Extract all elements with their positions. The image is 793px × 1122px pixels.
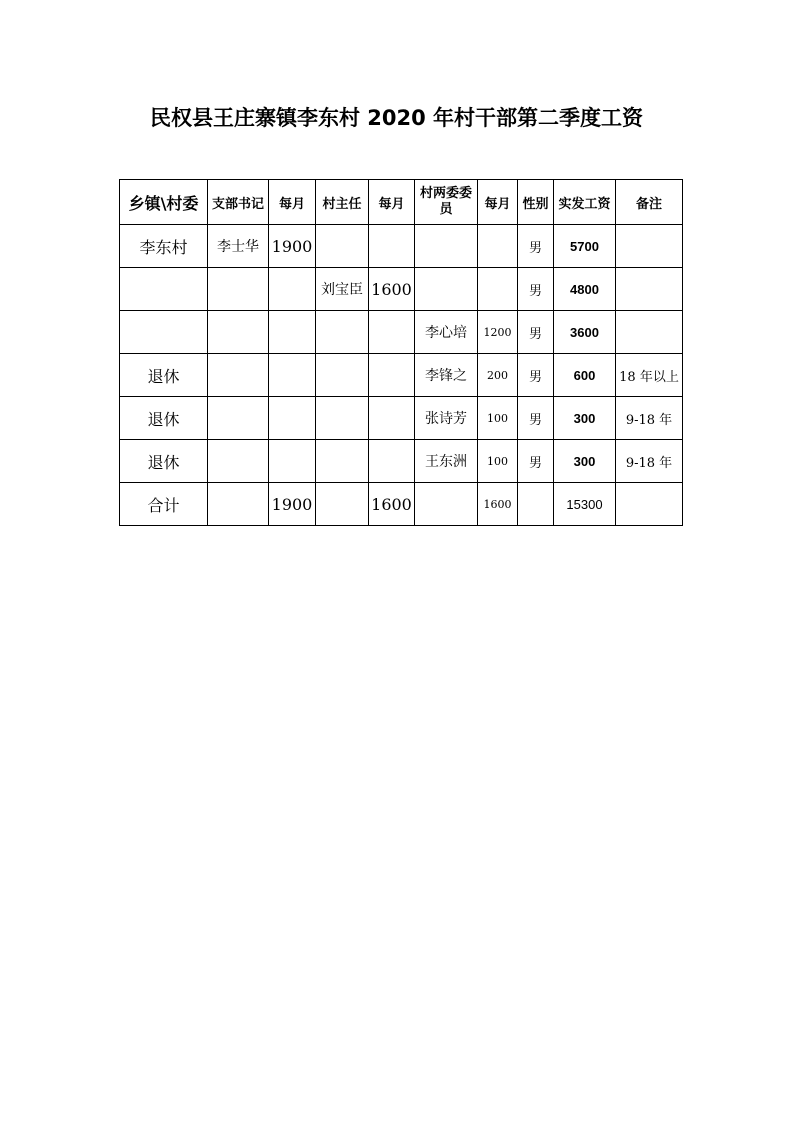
cell-town-village: 退休 [120, 397, 208, 440]
cell-gender: 男 [518, 354, 554, 397]
table-row [120, 354, 683, 397]
cell-remarks [616, 311, 683, 354]
header-party-secretary: 支部书记 [208, 180, 269, 225]
cell-village-director [316, 354, 369, 397]
cell-monthly: 1600 [369, 268, 415, 311]
cell-party-secretary [208, 397, 269, 440]
cell-net-salary: 300 [554, 397, 616, 440]
cell-monthly [369, 225, 415, 268]
total-director-monthly: 1600 [369, 483, 415, 526]
cell-town-village: 李东村 [120, 225, 208, 268]
cell-monthly: 100 [478, 440, 518, 483]
salary-table [119, 179, 683, 526]
cell-remarks: 18 年以上 [616, 354, 683, 397]
total-row [120, 483, 683, 526]
header-committee-member: 村两委委员 [415, 180, 478, 225]
cell-town-village: 退休 [120, 440, 208, 483]
table-row [120, 397, 683, 440]
total-secretary-monthly: 1900 [269, 483, 316, 526]
table-row [120, 225, 683, 268]
cell-party-secretary [208, 354, 269, 397]
document-title: 民权县王庄寨镇李东村 2020 年村干部第二季度工资 [149, 106, 644, 130]
cell-monthly [369, 397, 415, 440]
total-gender [518, 483, 554, 526]
cell-monthly: 100 [478, 397, 518, 440]
cell-committee-member: 李锋之 [415, 354, 478, 397]
header-town-village: 乡镇\村委 [120, 180, 208, 225]
total-net-salary: 15300 [554, 483, 616, 526]
table-row [120, 311, 683, 354]
cell-monthly [269, 354, 316, 397]
cell-monthly: 1900 [269, 225, 316, 268]
table-row [120, 268, 683, 311]
cell-village-director: 刘宝臣 [316, 268, 369, 311]
cell-monthly [269, 268, 316, 311]
cell-party-secretary [208, 440, 269, 483]
cell-net-salary: 600 [554, 354, 616, 397]
cell-monthly: 200 [478, 354, 518, 397]
total-committee-monthly: 1600 [478, 483, 518, 526]
cell-town-village: 退休 [120, 354, 208, 397]
cell-party-secretary [208, 268, 269, 311]
header-net-salary: 实发工资 [554, 180, 616, 225]
cell-village-director [316, 225, 369, 268]
cell-party-secretary: 李士华 [208, 225, 269, 268]
total-party-secretary [208, 483, 269, 526]
cell-monthly [269, 397, 316, 440]
cell-remarks [616, 268, 683, 311]
total-village-director [316, 483, 369, 526]
total-remarks [616, 483, 683, 526]
cell-committee-member: 王东洲 [415, 440, 478, 483]
header-monthly: 每月 [269, 180, 316, 225]
cell-remarks: 9-18 年 [616, 440, 683, 483]
header-village-director: 村主任 [316, 180, 369, 225]
cell-village-director [316, 440, 369, 483]
cell-monthly [369, 354, 415, 397]
table-header-row [120, 180, 683, 225]
total-label: 合计 [120, 483, 208, 526]
cell-village-director [316, 311, 369, 354]
cell-town-village [120, 311, 208, 354]
cell-gender: 男 [518, 440, 554, 483]
cell-gender: 男 [518, 268, 554, 311]
cell-committee-member [415, 225, 478, 268]
cell-monthly [369, 311, 415, 354]
header-monthly: 每月 [478, 180, 518, 225]
cell-gender: 男 [518, 397, 554, 440]
cell-committee-member [415, 268, 478, 311]
cell-party-secretary [208, 311, 269, 354]
cell-remarks [616, 225, 683, 268]
cell-village-director [316, 397, 369, 440]
cell-committee-member: 李心培 [415, 311, 478, 354]
cell-net-salary: 300 [554, 440, 616, 483]
cell-monthly [269, 440, 316, 483]
cell-monthly: 1200 [478, 311, 518, 354]
cell-monthly [478, 268, 518, 311]
cell-monthly [478, 225, 518, 268]
cell-remarks: 9-18 年 [616, 397, 683, 440]
header-gender: 性别 [518, 180, 554, 225]
table-row [120, 440, 683, 483]
cell-monthly [269, 311, 316, 354]
cell-gender: 男 [518, 311, 554, 354]
cell-gender: 男 [518, 225, 554, 268]
cell-net-salary: 5700 [554, 225, 616, 268]
cell-town-village [120, 268, 208, 311]
cell-net-salary: 3600 [554, 311, 616, 354]
cell-committee-member: 张诗芳 [415, 397, 478, 440]
total-committee-member [415, 483, 478, 526]
header-remarks: 备注 [616, 180, 683, 225]
cell-monthly [369, 440, 415, 483]
cell-net-salary: 4800 [554, 268, 616, 311]
header-monthly: 每月 [369, 180, 415, 225]
